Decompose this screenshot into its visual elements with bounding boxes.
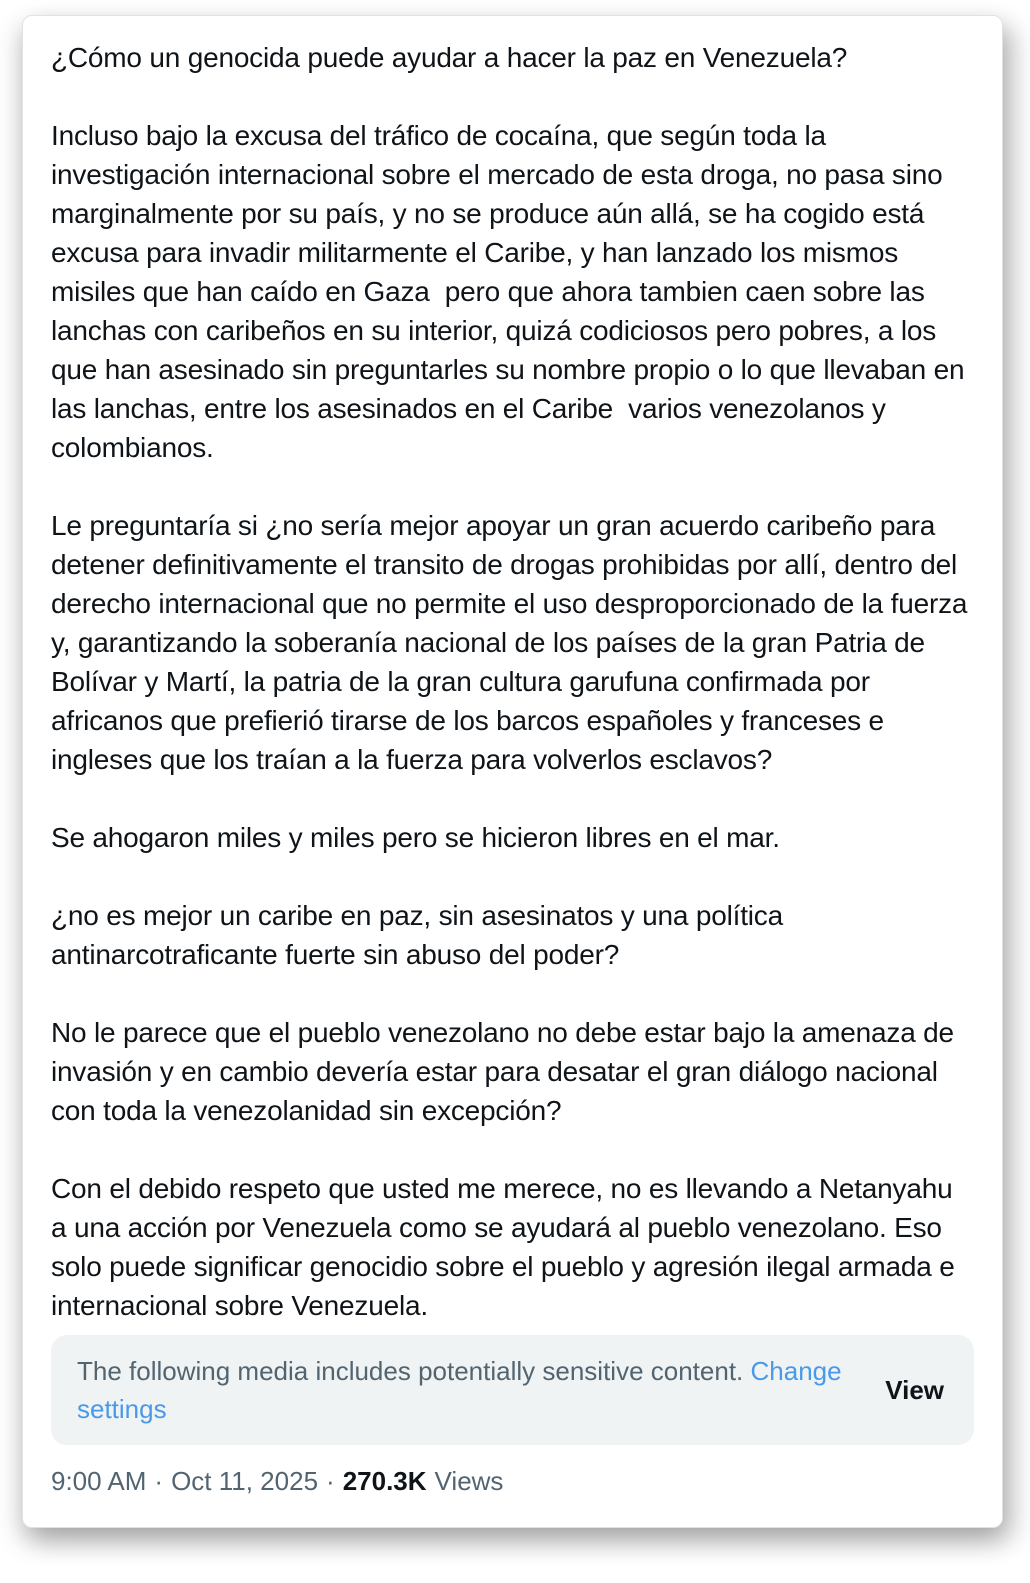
sensitive-media-text <box>77 1352 845 1428</box>
page <box>0 15 1030 1528</box>
meta-separator: · <box>154 1466 164 1496</box>
meta-separator: · <box>326 1466 335 1496</box>
tweet-paragraph: Se ahogaron miles y miles pero se hicieron libres en el mar. <box>51 822 780 853</box>
views-count: 270.3K <box>342 1466 427 1496</box>
sensitive-media-notice <box>51 1335 974 1445</box>
tweet-paragraph: Le preguntaría si ¿no sería mejor apoyar un gran acuerdo caribeño para detener definitivamente el transito de drogas prohibidas por allí, dentro del derecho internacional que no permite el uso desproporcionado de la fuerza y, garantizando la soberanía nacional de los países de la gran Patria de Bolívar y Martí, la patria de la gran cultura garufuna confirmada por africanos que prefierió tirarse de los barcos españoles y franceses e ingleses que los traían a la fuerza para volverlos esclavos? <box>51 510 975 775</box>
views-label: Views <box>434 1466 504 1496</box>
tweet-paragraph: Con el debido respeto que usted me merece, no es llevando a Netanyahu a una acción por Venezuela como se ayudará al pueblo venezolano. Eso solo puede significar genocidio sobre el pueblo y agresión ilegal armada e internacional sobre Venezuela. <box>51 1173 963 1321</box>
tweet-date: Oct 11, 2025 <box>171 1466 319 1496</box>
view-button[interactable]: View <box>885 1374 944 1405</box>
tweet-paragraph: Incluso bajo la excusa del tráfico de cocaína, que según toda la investigación internacional sobre el mercado de esta droga, no pasa sino marginalmente por su país, y no se produce aún allá, se ha cogido está excusa para invadir militarmente el Caribe, y han lanzado los mismos misiles que han caído en Gaza pero que ahora tambien caen sobre las lanchas con caribeños en su interior, quizá codiciosos pero pobres, a los que han asesinado sin preguntarles su nombre propio o lo que llevaban en las lanchas, entre los asesinados en el Caribe varios venezolanos y colombianos. <box>51 120 972 463</box>
change-settings-link[interactable]: Change settings <box>77 1356 842 1424</box>
tweet-meta <box>51 1465 974 1497</box>
tweet-paragraph: No le parece que el pueblo venezolano no debe estar bajo la amenaza de invasión y en cambio devería estar para desatar el gran diálogo nacional con toda la venezolanidad sin excepción? <box>51 1017 962 1126</box>
sensitive-media-message: The following media includes potentially sensitive content. <box>77 1356 751 1386</box>
tweet-card <box>22 15 1003 1528</box>
tweet-time: 9:00 AM <box>51 1466 147 1496</box>
tweet-paragraph: ¿no es mejor un caribe en paz, sin asesinatos y una política antinarcotraficante fuerte sin abuso del poder? <box>51 900 791 970</box>
tweet-paragraph: ¿Cómo un genocida puede ayudar a hacer la paz en Venezuela? <box>51 42 848 73</box>
tweet-text <box>51 38 974 1325</box>
